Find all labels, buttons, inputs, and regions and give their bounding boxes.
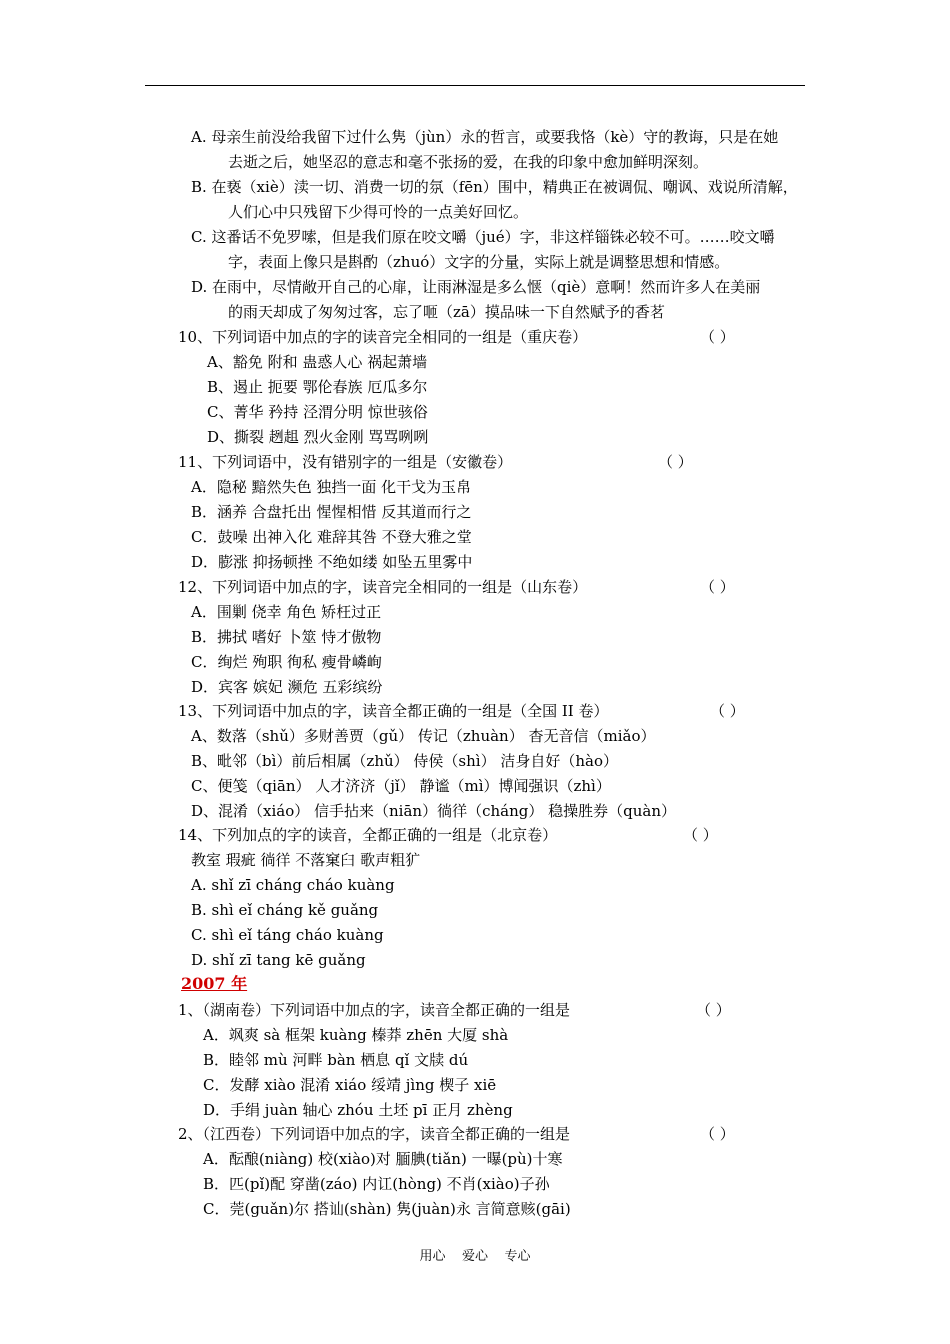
text-line: C. shì eǐ táng cháo kuàng	[191, 926, 384, 944]
text-line: （ ）	[696, 1001, 731, 1019]
text-line: 12、下列词语中加点的字，读音完全相同的一组是（山东卷）	[178, 578, 588, 596]
text-line: （ ）	[700, 1125, 735, 1143]
text-line: 教室 瑕疵 徜徉 不落窠臼 歌声粗犷	[191, 851, 421, 869]
text-line: 人们心中只残留下少得可怜的一点美好回忆。	[228, 203, 529, 221]
text-line: B．睦邻 mù 河畔 bàn 栖息 qǐ 文牍 dú	[203, 1051, 469, 1069]
text-line: D．宾客 嫔妃 濒危 五彩缤纷	[191, 678, 383, 696]
text-line: B．拂拭 嗜好 卜筮 恃才傲物	[191, 628, 382, 646]
text-line: B．涵养 合盘托出 惺惺相惜 反其道而行之	[191, 503, 472, 521]
text-line: D. 在雨中，尽情敞开自己的心扉，让雨淋湿是多么惬（qiè）意啊！然而许多人在美丽	[191, 278, 761, 296]
text-line: 14、下列加点的字的读音，全都正确的一组是（北京卷）	[178, 826, 558, 844]
text-line: A. 母亲生前没给我留下过什么隽（jùn）永的哲言，或要我恪（kè）守的教诲，只是在她	[191, 128, 779, 146]
text-line: 10、下列词语中加点的字的读音完全相同的一组是（重庆卷）	[178, 328, 588, 346]
header-rule	[145, 85, 805, 86]
text-line: 1、（湖南卷）下列词语中加点的字，读音全都正确的一组是	[178, 1001, 571, 1019]
text-line: （ ）	[683, 826, 718, 844]
text-line: C．发酵 xiào 混淆 xiáo 绥靖 jìng 楔子 xiē	[203, 1076, 497, 1094]
text-line: C．绚烂 殉职 徇私 瘦骨嶙峋	[191, 653, 382, 671]
text-line: 2、（江西卷）下列词语中加点的字，读音全都正确的一组是	[178, 1125, 571, 1143]
text-line: （ ）	[700, 328, 735, 346]
text-line: 去逝之后，她坚忍的意志和毫不张扬的爱，在我的印象中愈加鲜明深刻。	[228, 153, 709, 171]
text-line: B、毗邻（bì）前后相属（zhǔ） 侍侯（shì） 洁身自好（hào）	[191, 752, 618, 770]
text-line: B. 在亵（xiè）渎一切、消费一切的氛（fēn）围中，精典正在被调侃、嘲讽、戏说所清解，	[191, 178, 798, 196]
text-line: C、便笺（qiān） 人才济济（jǐ） 静谧（mì）博闻强识（zhì）	[191, 777, 611, 795]
text-line: D．手绢 juàn 轴心 zhóu 土坯 pī 正月 zhèng	[203, 1101, 513, 1119]
text-line: B、遏止 扼要 鄂伦春族 厄瓜多尔	[207, 378, 428, 396]
text-line: A．飒爽 sà 框架 kuàng 榛莽 zhēn 大厦 shà	[203, 1026, 509, 1044]
text-line: B．匹(pǐ)配 穿凿(záo) 内讧(hòng) 不肖(xiào)子孙	[203, 1175, 550, 1193]
text-line: D．膨涨 抑扬顿挫 不绝如缕 如坠五里雾中	[191, 553, 473, 571]
year-heading: 2007 年	[181, 974, 248, 993]
page-footer: 用心 爱心 专心	[419, 1249, 531, 1264]
text-line: A．酝酿(niàng) 校(xiào)对 腼腆(tiǎn) 一曝(pù)十寒	[203, 1150, 563, 1168]
text-line: （ ）	[710, 702, 745, 720]
text-line: D. shǐ zī tang kē guǎng	[191, 951, 366, 969]
text-line: C、菁华 矜持 泾渭分明 惊世骇俗	[207, 403, 428, 421]
text-line: A．围剿 侥幸 角色 矫枉过正	[191, 603, 382, 621]
text-line: A. shǐ zī cháng cháo kuàng	[191, 876, 395, 894]
text-line: C. 这番话不免罗嗦，但是我们原在咬文嚼（jué）字，非这样锱铢必较不可。……咬文嚼	[191, 228, 775, 246]
text-line: C．莞(guǎn)尔 搭讪(shàn) 隽(juàn)永 言简意赅(gāi)	[203, 1200, 571, 1218]
text-line: 的雨天却成了匆匆过客，忘了咂（zā）摸品味一下自然赋予的香茗	[228, 303, 665, 321]
text-line: B. shì eǐ cháng kě guǎng	[191, 901, 379, 919]
text-line: 11、下列词语中，没有错别字的一组是（安徽卷）	[178, 453, 513, 471]
text-line: D、撕裂 趔趄 烈火金刚 骂骂咧咧	[207, 428, 429, 446]
text-line: （ ）	[658, 453, 693, 471]
text-line: 13、下列词语中加点的字，读音全都正确的一组是（全国 II 卷）	[178, 702, 609, 720]
text-line: A、豁免 附和 蛊惑人心 祸起萧墙	[207, 353, 428, 371]
text-line: （ ）	[700, 578, 735, 596]
text-line: 字，表面上像只是斟酌（zhuó）文字的分量，实际上就是调整思想和情感。	[228, 253, 730, 271]
text-line: A．隐秘 黯然失色 独挡一面 化干戈为玉帛	[191, 478, 472, 496]
text-line: A、数落（shǔ）多财善贾（gǔ） 传记（zhuàn） 杳无音信（miǎo）	[191, 727, 656, 745]
text-line: D、混淆（xiáo） 信手拈来（niān）徜徉（cháng） 稳操胜券（quàn）	[191, 802, 676, 820]
text-line: C．鼓噪 出神入化 难辞其咎 不登大雅之堂	[191, 528, 472, 546]
